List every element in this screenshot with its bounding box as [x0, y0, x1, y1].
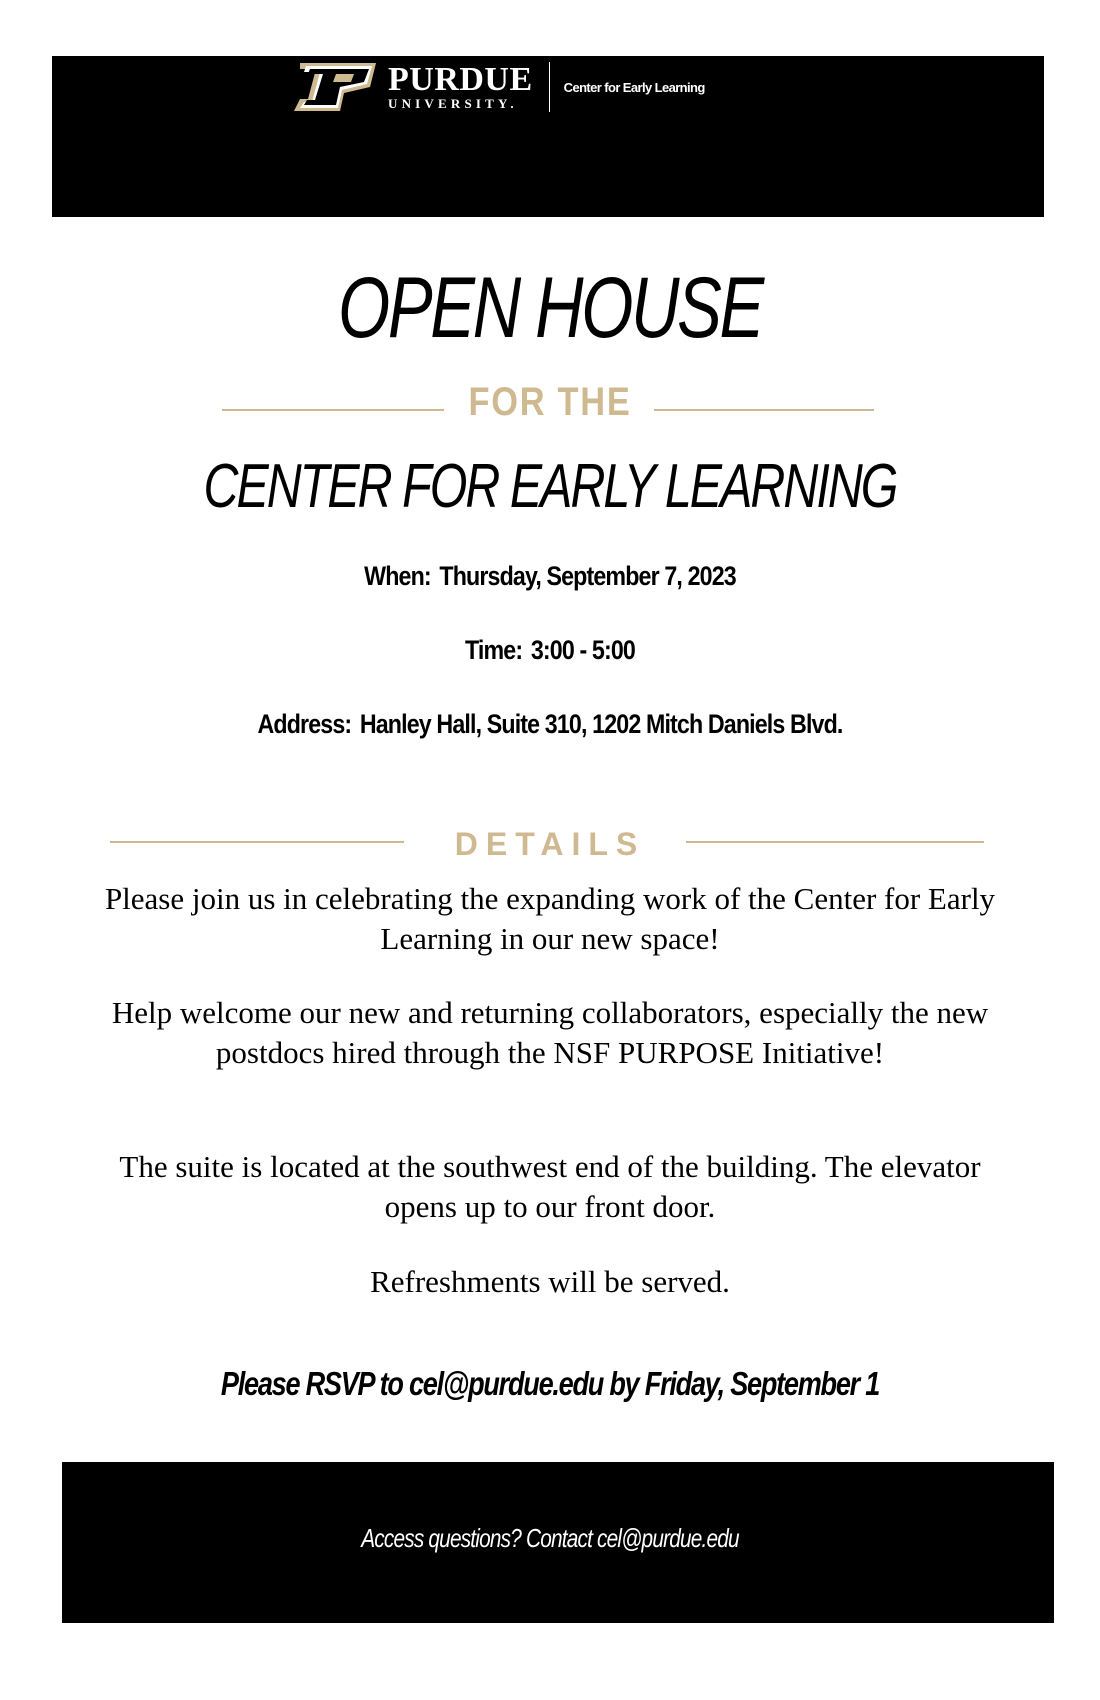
footer-text: Access questions? Contact cel@purdue.edu [361, 1523, 739, 1553]
page-title: OPEN HOUSE [338, 260, 762, 356]
when-line [77, 560, 1023, 592]
time-line [77, 634, 1023, 666]
when-label: When: [364, 561, 431, 591]
address-label: Address: [257, 709, 352, 739]
details-paragraph-2: Help welcome our new and returning collaborators, especially the new postdocs hired through the NSF PURPOSE Initiative! [111, 995, 989, 1070]
details-paragraph-1: Please join us in celebrating the expanding work of the Center for Early Learning in our new space! [104, 881, 996, 956]
purdue-wordmark [388, 60, 533, 111]
address-line [77, 708, 1023, 740]
time-label: Time: [465, 635, 523, 665]
logo-divider [549, 62, 550, 112]
details-paragraph-4: Refreshments will be served. [370, 1264, 730, 1299]
when-value: Thursday, September 7, 2023 [439, 561, 736, 591]
time-value: 3:00 - 5:00 [530, 635, 635, 665]
address-value: Hanley Hall, Suite 310, 1202 Mitch Daniels Blvd. [359, 709, 843, 739]
unit-name: Center for Early Learning [563, 79, 705, 95]
details-paragraph-3: The suite is located at the southwest end of the building. The elevator opens up to our front door. [119, 1149, 981, 1224]
for-the-rule-right [654, 409, 874, 411]
details-rule-right [686, 841, 984, 843]
purdue-logo [286, 62, 705, 112]
for-the-label: FOR THE [468, 380, 632, 424]
purdue-p-logo-icon [286, 61, 382, 113]
rsvp-line: Please RSVP to cel@purdue.edu by Friday, September 1 [220, 1365, 880, 1402]
wordmark-purdue: PURDUE [388, 60, 533, 98]
details-heading: DETAILS [454, 826, 646, 862]
page-subtitle: CENTER FOR EARLY LEARNING [203, 452, 897, 521]
wordmark-university: UNIVERSITY. [388, 95, 518, 111]
